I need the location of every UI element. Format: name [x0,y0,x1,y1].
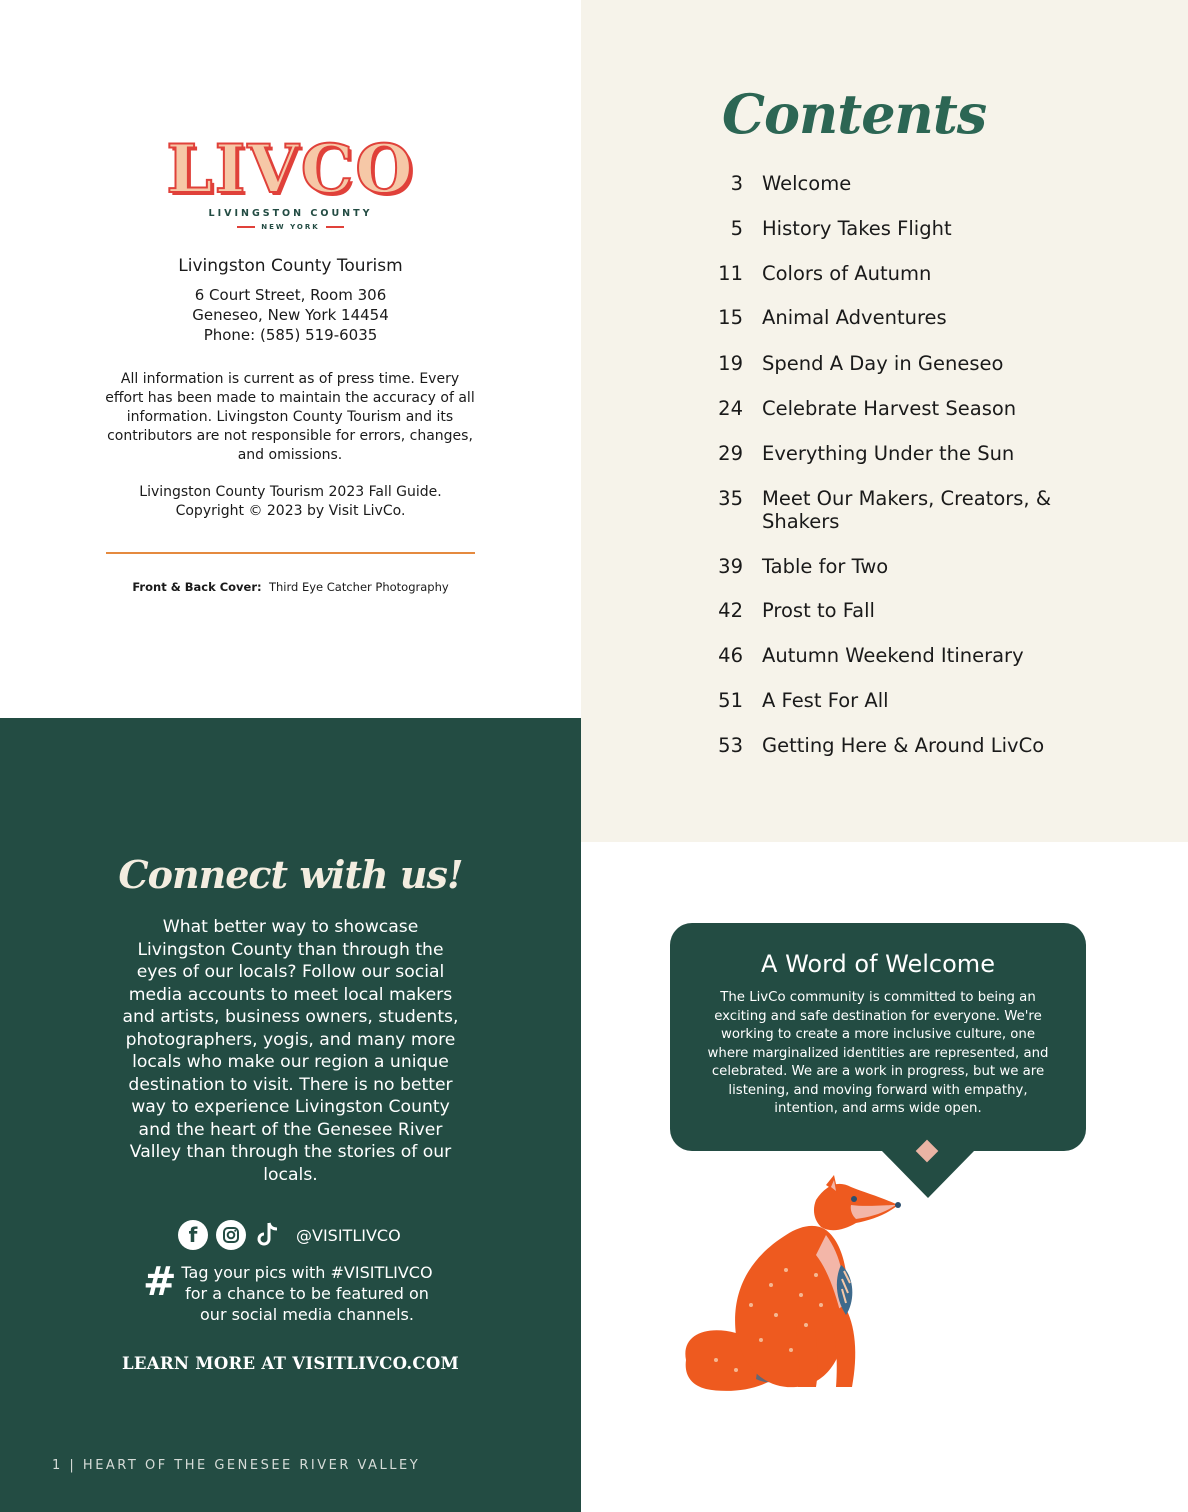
copyright [0,483,581,521]
toc-label: Celebrate Harvest Season [762,397,1017,420]
logo-divider [237,226,255,228]
toc-page-number: 15 [718,306,743,329]
instagram-icon[interactable] [216,1220,246,1250]
toc-label: Welcome [762,172,852,195]
phone: Phone: (585) 519-6035 [203,326,378,344]
org-address [0,285,581,345]
toc-label: A Fest For All [762,689,889,712]
toc-page-number: 19 [718,352,743,375]
toc-page-number: 42 [718,599,743,622]
livco-logo [0,130,581,231]
connect-title: Connect with us! [118,852,463,897]
welcome-text: The LivCo community is committed to being an exciting and safe destination for everyone. We're working to create a more inclusive culture, one where marginalized identities are represented, and celebrated. We are a work in progress, but we are listening, and moving forward with empathy, intention, and arms wide open. [707,990,1049,1116]
contents-title: Contents [722,82,987,146]
toc-page-number: 51 [718,689,743,712]
toc-label: History Takes Flight [762,217,952,240]
toc-label: Autumn Weekend Itinerary [762,644,1024,667]
toc-label: Prost to Fall [762,599,875,622]
toc-label: Everything Under the Sun [762,442,1015,465]
logo-state-row [0,223,581,231]
toc-page-number: 5 [730,217,743,240]
credit-label: Front & Back Cover: [132,580,262,594]
hashtag-icon: # [143,1259,177,1305]
logo-state: NEW YORK [261,223,320,231]
credit-value: Third Eye Catcher Photography [268,580,449,594]
org-name: Livingston County Tourism [178,256,403,276]
toc-label: Table for Two [762,555,889,578]
tiktok-icon[interactable] [254,1220,282,1250]
social-row [178,1220,401,1250]
toc-page-number: 29 [718,442,743,465]
toc-label: Spend A Day in Geneseo [762,352,1004,375]
tag-text: Tag your pics with #VISITLIVCO for a chance to be featured on our social media channels. [181,1263,433,1324]
disclaimer: All information is current as of press time. Every effort has been made to maintain the accuracy of all information. Livingston County Tourism and its contributors are not responsible for errors, changes, and omissions. [105,371,475,463]
toc-page-number: 46 [718,644,743,667]
logo-wordmark: LIVCO [166,130,415,208]
page-footer: 1 | HEART OF THE GENESEE RIVER VALLEY [52,1458,421,1473]
fox-illustration [676,1175,906,1400]
toc-label: Animal Adventures [762,306,947,329]
copyright-line-2: Copyright © 2023 by Visit LivCo. [175,503,406,519]
toc-page-number: 3 [730,172,743,195]
toc-page-number: 39 [718,555,743,578]
logo-county: LIVINGSTON COUNTY [208,208,373,219]
connect-body: What better way to showcase Livingston County than through the eyes of our locals? Follow our social media accounts to meet local makers and artists, business owners, students, photographers, yogis, and many more locals who make our region a unique destination to visit. There is no better way to experience Livingston County and the heart of the Genesee River Valley than through the stories of our locals. [122,917,459,1185]
copyright-line-1: Livingston County Tourism 2023 Fall Guide. [139,484,442,500]
logo-divider [326,226,344,228]
toc-page-number: 11 [718,262,743,285]
social-handle[interactable]: @VISITLIVCO [296,1225,401,1245]
welcome-title: A Word of Welcome [761,950,995,978]
toc-label: Colors of Autumn [762,262,932,285]
orange-divider [106,552,475,554]
toc-label: Meet Our Makers, Creators, & Shakers [762,487,1052,533]
toc-page-number: 35 [718,487,743,510]
address-line-2: Geneseo, New York 14454 [192,306,389,324]
learn-more-link[interactable]: LEARN MORE AT VISITLIVCO.COM [121,1354,460,1373]
facebook-icon[interactable]: f [178,1220,208,1250]
toc-label: Getting Here & Around LivCo [762,734,1045,757]
address-line-1: 6 Court Street, Room 306 [194,286,387,304]
toc-page-number: 53 [718,734,743,757]
cover-credit [0,580,581,594]
toc-page-number: 24 [718,397,743,420]
